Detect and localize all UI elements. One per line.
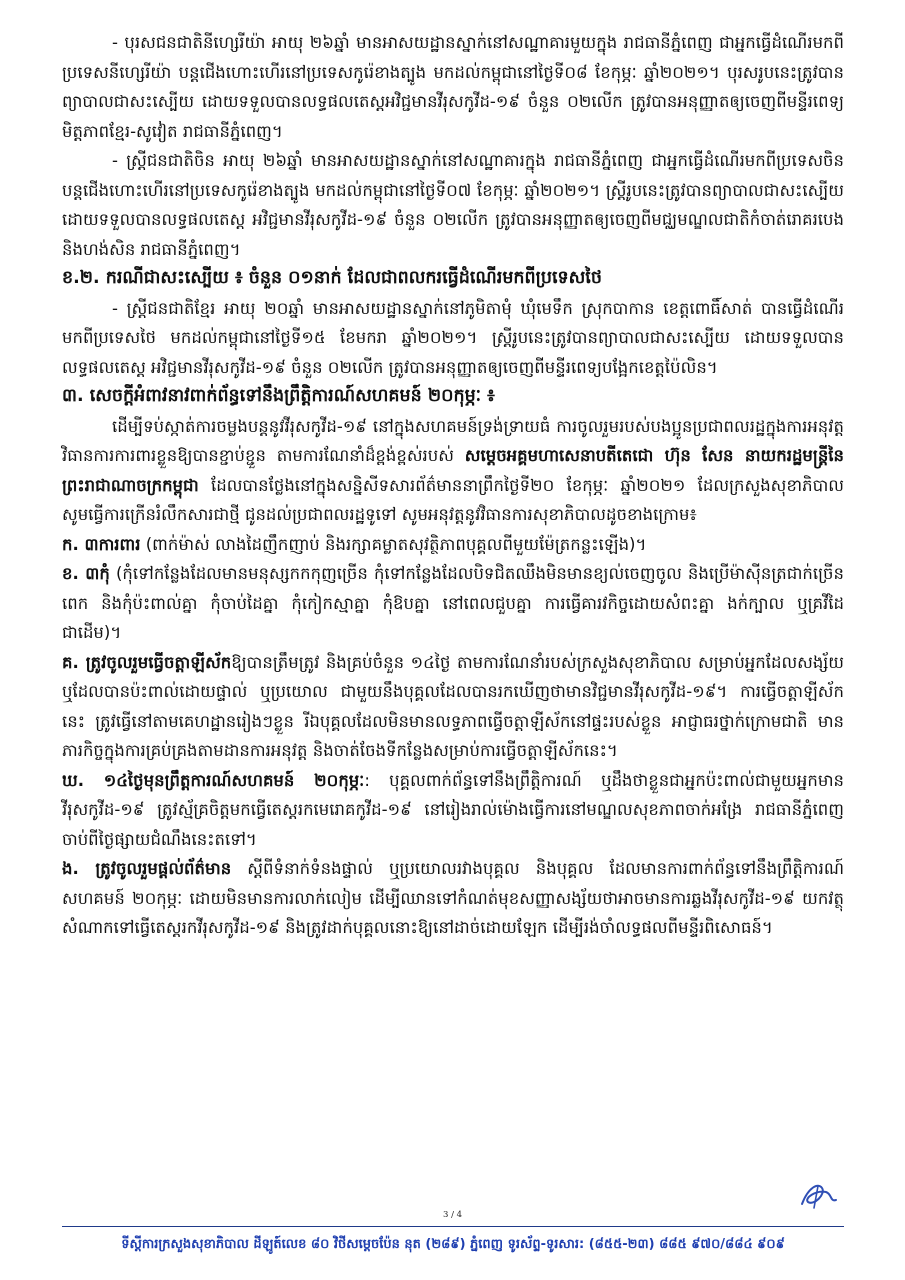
measure-ko-text: ឱ្យបានត្រឹមត្រូវ និងគ្រប់ចំនួន ១៤ថ្ងៃ តាមការណែនាំរបស់ក្រសួងសុខាភិបាល សម្រាប់អ្នកដែលសង្ស័យ ឬដែលបានប៉ះពាល់ដោយផ្ទាល់ ឬប្រយោល ជាមួយនឹងបុគ្គលដែលបានរកឃើញថាមានវិជ្ជមានវីរុសកូវីដ-១៩។ ការធ្វើចត្តាឡីស័កនេះ ត្រូវធ្វើនៅតាមគេហដ្ឋានរៀងៗខ្លួន រីឯបុគ្គលដែលមិនមានលទ្ធភាពធ្វើចត្តាឡីស័កនៅផ្ទះរបស់ខ្លួន អាជ្ញាធរថ្នាក់ក្រោមជាតិ មានភារកិច្ចក្នុងការគ្រប់គ្រងតាមដានការអនុវត្ត និងចាត់ចែងទីកន្លែងសម្រាប់ការធ្វើចត្តាឡីស័កនេះ។ bbox=[62, 652, 844, 760]
measure-ngo-label: ង. ត្រូវចូលរួមផ្តល់ព័ត៌មាន bbox=[62, 859, 232, 878]
signature-mark-icon bbox=[796, 1178, 840, 1212]
footer-divider bbox=[62, 1226, 844, 1227]
footer-address: ទីស្តីការក្រសួងសុខាភិបាល ដីឡូត៍លេខ ៨០ វិថីសម្តេចប៉ែន នុត (២៨៩) ភ្នំពេញ ទូរស័ព្ទ-ទូរសារ: (៨៥៥-២៣) ៨៨៥ ៩៧០/៨៨៤ ៩០៩ bbox=[121, 1237, 785, 1252]
measure-ka bbox=[62, 530, 844, 560]
measure-kho-text: : បុគ្គលពាក់ព័ន្ធទៅនឹងព្រឹត្តិការណ៍ ឬដឹងថាខ្លួនជាអ្នកប៉ះពាល់ជាមួយអ្នកមានវីរុសកូវីដ-១៩ ត្រូវស្ម័គ្រចិត្តមកធ្វើតេស្តរកមេរោគកូវីដ-១៩ នៅរៀងរាល់ម៉ោងធ្វើការនៅមណ្ឌលសុខភាពចាក់អង្រែ រាជធានីភ្នំពេញចាប់ពីថ្ងៃផ្សាយជំណឹងនេះតទៅ។ bbox=[62, 770, 844, 849]
measure-ka-label: ក. ៣ការពារ bbox=[62, 534, 141, 554]
paragraph-chinese-case: - ស្ត្រីជនជាតិចិន អាយុ ២៦ឆ្នាំ មានអាសយដ្ឋានស្នាក់នៅសណ្ឋាគារក្នុង រាជធានីភ្នំពេញ ជាអ្នកធ្វើដំណើរមកពីប្រទេសចិន បន្តជើងហោះហើរនៅប្រទេសកូរ៉េខាងត្បូង មកដល់កម្ពុជានៅថ្ងៃទី០៧ ខែកុម្ភៈ ឆ្នាំ២០២១។ ស្ត្រីរូបនេះត្រូវបានព្យាបាលជាសះស្បើយ ដោយទទួលបានលទ្ធផលតេស្ត អវិជ្ជមានវីរុសកូវីដ-១៩ ចំនួន ០២លើក ត្រូវបានអនុញ្ញាតឲ្យចេញពីមជ្ឈមណ្ឌលជាតិកំចាត់រោគរបេង និងហង់សិន រាជធានីភ្នំពេញ។ bbox=[62, 151, 844, 259]
section-heading-2-2: ខ.២. ករណីជាសះស្បើយ ៖ ចំនួន ០១នាក់ ដែលជាពលករធ្វើដំណើរមកពីប្រទេសថៃ bbox=[62, 268, 602, 288]
appeal-intro-continuation: ដែលបានថ្លែងនៅក្នុងសន្និសីទសារព័ត៌មាននាព្រឹកថ្ងៃទី២០ ខែកុម្ភៈ ឆ្នាំ២០២១ ដែលក្រសួងសុខាភិបាល សូមធ្វើការក្រើនរំលឹកសារជាថ្មី ជូនដល់ប្រជាពលរដ្ឋទូទៅ សូមអនុវត្តនូវវិធានការសុខាភិបាលដូចខាងក្រោម៖ bbox=[62, 475, 844, 524]
section-heading-3: ៣. សេចក្តីអំពាវនាវពាក់ព័ន្ធទៅនឹងព្រឹត្តិការណ៍សហគមន៍ ២០កុម្ភៈ ៖ bbox=[62, 386, 495, 406]
measure-kha bbox=[62, 559, 844, 648]
measure-kho-label: ឃ. ១៤ថ្ងៃមុនព្រឹត្តការណ៍សហគមន៍ ២០កុម្ភៈ bbox=[62, 770, 365, 790]
paragraph-thai-worker-case: - ស្ត្រីជនជាតិខ្មែរ អាយុ ២០ឆ្នាំ មានអាសយដ្ឋានស្នាក់នៅភូមិតាមុំ ឃុំមេទឹក ស្រុកបាកាន ខេត្តពោធិ៍សាត់ បានធ្វើដំណើរមកពីប្រទេសថៃ មកដល់កម្ពុជានៅថ្ងៃទី១៥ ខែមករា ឆ្នាំ២០២១។ ស្ត្រីរូបនេះត្រូវបានព្យាបាលជាសះស្បើយ ដោយទទួលបានលទ្ធផលតេស្ត អវិជ្ជមានវីរុសកូវីដ-១៩ ចំនួន ០២លើក ត្រូវបានអនុញ្ញាតឲ្យចេញពីមន្ទីរពេទ្យបង្អែកខេត្តប៉ៃលិន។ bbox=[62, 298, 844, 377]
measure-ko bbox=[62, 648, 844, 766]
prime-minister-title: សម្តេចអគ្គមហាសេនាបតីតេជោ ហ៊ុន សែន នាយករដ្ឋមន្ត្រីនៃព្រះរាជាណាចក្រកម្ពុជា bbox=[62, 446, 845, 495]
measure-ngo-text: ស្តីពីទំនាក់ទំនងផ្ទាល់ ឬប្រយោលរវាងបុគ្គល និងបុគ្គល ដែលមានការពាក់ព័ន្ធទៅនឹងព្រឹត្តិការណ៍សហគមន៍ ២០កុម្ភៈ ដោយមិនមានការលាក់លៀម ដើម្បីឈានទៅកំណត់មុខសញ្ញាសង្ស័យថាអាចមានការឆ្លងវីរុសកូវីដ-១៩ យកវត្ថុសំណាកទៅធ្វើតេស្តរកវីរុសកូវីដ-១៩ និងត្រូវដាក់បុគ្គលនោះឱ្យនៅដាច់ដោយឡែក ដើម្បីរង់ចាំលទ្ធផលពីមន្ទីរពិសោធន៍។ bbox=[62, 859, 844, 937]
document-body bbox=[62, 28, 844, 943]
paragraph-appeal-intro bbox=[62, 412, 844, 530]
measure-kha-text: (កុំទៅកន្លែងដែលមានមនុស្សកកកុញច្រើន កុំទៅកន្លែងដែលបិទជិតឈឹងមិនមានខ្យល់ចេញចូល និងប្រើម៉ាស៊ីនត្រជាក់ច្រើនពេក និងកុំប៉ះពាល់គ្នា កុំចាប់ដៃគ្នា កុំកៀកស្មាគ្នា កុំឱបគ្នា នៅពេលជួបគ្នា ការធ្វើគារវកិច្ចដោយសំពះគ្នា ងក់ក្បាល ឬគ្រវីដៃ ជាដើម)។ bbox=[62, 564, 845, 642]
measure-kha-label: ខ. ៣កុំ bbox=[62, 564, 110, 583]
measure-kho bbox=[62, 766, 844, 855]
paragraph-nigerian-case: - បុរសជនជាតិនីហ្សេរីយ៉ា អាយុ ២៦ឆ្នាំ មានអាសយដ្ឋានស្នាក់នៅសណ្ឋាគារមួយក្នុង រាជធានីភ្នំពេញ ជាអ្នកធ្វើដំណើរមកពីប្រទេសនីហ្សេរីយ៉ា បន្តជើងហោះហើរនៅប្រទេសកូរ៉េខាងត្បូង មកដល់កម្ពុជានៅថ្ងៃទី០៨ ខែកុម្ភៈ ឆ្នាំ២០២១។ បុរសរូបនេះត្រូវបានព្យាបាលជាសះស្បើយ ដោយទទួលបានលទ្ធផលតេស្តអវិជ្ជមានវីរុសកូវីដ-១៩ ចំនួន ០២លើក ត្រូវបានអនុញ្ញាតឲ្យចេញពីមន្ទីរពេទ្យមិត្តភាពខ្មែរ-សូវៀត រាជធានីភ្នំពេញ។ bbox=[62, 33, 844, 141]
measure-ka-text: (ពាក់ម៉ាស់ លាងដៃញឹកញាប់ និងរក្សាគម្លាតសុវត្ថិភាពបុគ្គលពីមួយម៉ែត្រកន្លះឡើង)។ bbox=[140, 534, 647, 554]
appeal-intro-text: ដើម្បីទប់ស្កាត់ការចម្លងបន្តនូវវីរុសកូវីដ-១៩ នៅក្នុងសហគមន៍ទ្រង់ទ្រាយធំ ការចូលរួមរបស់បងប្អូនប្រជាពលរដ្ឋក្នុងការអនុវត្តវិធានការការពារខ្លួនឱ្យបានខ្ជាប់ខ្ជួន តាមការណែនាំដ៏ខ្ពង់ខ្ពស់របស់ bbox=[62, 416, 844, 465]
measure-ngo bbox=[62, 854, 844, 943]
measure-ko-label: គ. ត្រូវចូលរួមធ្វើចត្តាឡីស័ក bbox=[62, 652, 232, 672]
page-number: 3 / 4 bbox=[442, 1210, 463, 1220]
